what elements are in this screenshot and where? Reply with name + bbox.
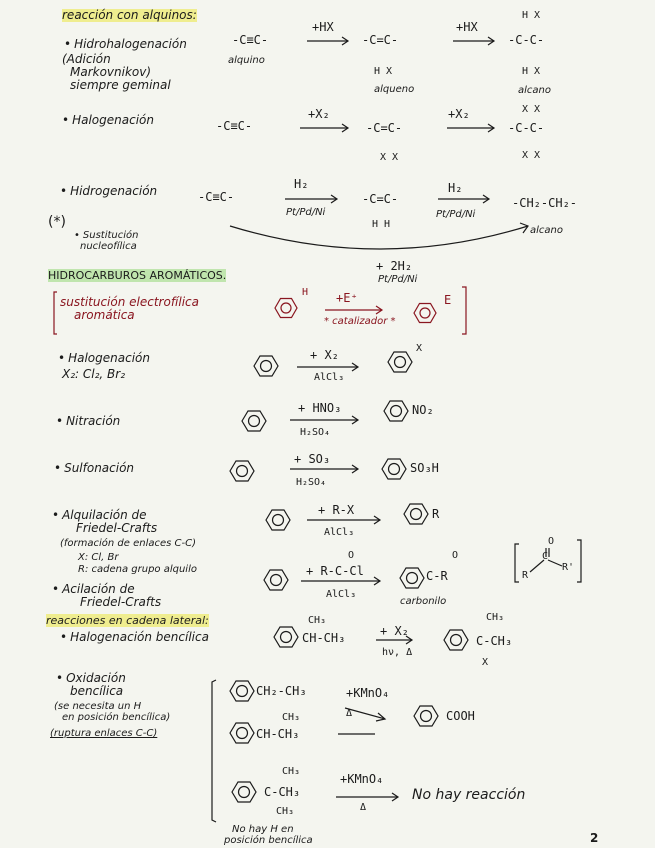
product-acylbenzene: C-R [426, 569, 448, 583]
oxidation-note-1: (se necesita un H [54, 701, 142, 712]
condition-heat-2: Δ [360, 802, 367, 813]
formula-alkene: -C=C- [362, 33, 399, 47]
label-hydrogenation: • Hidrogenación [60, 185, 157, 198]
ar-halogens: X₂: Cl₂, Br₂ [62, 367, 126, 381]
ketone-c: C [542, 551, 549, 562]
label-acylation-2: Friedel-Crafts [80, 595, 162, 609]
substrate-3-bottom: CH₃ [276, 806, 295, 817]
alkylation-x: X: Cl, Br [78, 552, 119, 563]
product-halobenzene: X [416, 343, 423, 354]
alkylation-note: (formación de enlaces C-C) [60, 538, 197, 549]
reagent-ar-x2: + X₂ [310, 348, 339, 362]
electrophilic-label-1: sustitución electrofílica [60, 295, 200, 309]
oxidation-bracket [212, 680, 216, 822]
name-alkane-2: alcano [530, 225, 563, 236]
note-markovnikov: Markovnikov) [70, 65, 152, 79]
substrate-isopropyl: CH-CH₃ [256, 727, 300, 741]
formula-alkyne-2: -C≡C- [216, 119, 253, 133]
footnote-2: posición bencílica [224, 835, 313, 846]
alkane-bottom-substituents: H X [522, 66, 541, 77]
product-ketone-o: O [452, 550, 459, 561]
box-product-e: E [444, 293, 452, 307]
name-alkane: alcano [518, 85, 551, 96]
label-sulfonation: • Sulfonación [54, 462, 134, 475]
reagent-hx-2: +HX [456, 20, 478, 34]
catalyst-alcl3-3: AlCl₃ [326, 589, 357, 600]
box-electrophile: +E⁺ [336, 291, 358, 305]
label-benzylic-halogenation: • Halogenación bencílica [60, 631, 209, 644]
ketone-r1: R [522, 570, 529, 581]
product-sulfonic-acid: SO₃H [410, 461, 439, 475]
section-title-aromatic: HIDROCARBUROS AROMÁTICOS. [48, 269, 227, 282]
reagent-kmno4: +KMnO₄ [346, 686, 390, 700]
formula-alkane: -C-C- [508, 33, 545, 47]
label-halogenation: • Halogenación [62, 114, 154, 127]
reagent-h2-2: H₂ [448, 181, 463, 195]
no-reaction: No hay reacción [412, 787, 526, 803]
label-alkylation-2: Friedel-Crafts [76, 521, 158, 535]
formula-dihaloalkene: -C=C- [366, 121, 403, 135]
reagent-x2-benzylic: + X₂ [380, 624, 409, 638]
label-acylation-1: • Acilación de [52, 583, 135, 596]
label-oxidation-2: bencílica [70, 684, 124, 698]
formula-tetrahaloalkane: -C-C- [508, 121, 545, 135]
section-title-alkynes: reacción con alquinos: [62, 8, 197, 22]
product-alkylbenzene: R [432, 507, 440, 521]
dihaloalkene-substituents: X X [380, 152, 399, 163]
reagent-hx-1: +HX [312, 20, 334, 34]
ketone-r2: R' [562, 562, 575, 573]
start-ch3: CH₃ [308, 615, 327, 626]
reagent-x2-1: +X₂ [308, 107, 330, 121]
section-title-side-chain: reacciones en cadena lateral: [46, 614, 209, 627]
reagent-h2-1: H₂ [294, 177, 309, 191]
product-benzylic-halide: C-CH₃ [476, 634, 513, 648]
reagent-acyl-o: O [348, 550, 355, 561]
label-nucleophilic-2: nucleofílica [80, 241, 137, 252]
label-alkylation-1: • Alquilación de [52, 509, 147, 522]
page-number: 2 [590, 831, 599, 845]
box-catalyst: * catalizador * [324, 316, 396, 327]
alkylation-r: R: cadena grupo alquilo [78, 564, 197, 575]
product-nitrobenzene: NO₂ [412, 403, 434, 417]
label-ar-halogenation: • Halogenación [58, 352, 150, 365]
label-oxidation-1: • Oxidación [56, 672, 126, 685]
footnote-1: No hay H en [232, 824, 294, 835]
alkane-top-substituents: H X [522, 10, 541, 21]
oxidation-note-2: en posición bencílica) [62, 712, 171, 723]
label-nitration: • Nitración [56, 415, 120, 428]
name-alkyne: alquino [228, 55, 265, 66]
substrate-tert-butyl: C-CH₃ [264, 785, 301, 799]
reagent-rx: + R-X [318, 503, 355, 517]
name-alkene: alqueno [374, 84, 415, 95]
catalyst-2: Pt/Pd/Ni [436, 209, 476, 220]
substrate-3-top: CH₃ [282, 766, 301, 777]
reagent-hno3: + HNO₃ [298, 401, 342, 415]
condition-hv: hν, Δ [382, 647, 413, 658]
alkene-substituents: H X [374, 66, 393, 77]
reagent-kmno4-2: +KMnO₄ [340, 772, 384, 786]
formula-ethane: -CH₂-CH₂- [512, 196, 578, 210]
oxidation-note-3: (ruptura enlaces C-C) [50, 728, 158, 739]
substrate-ethyl: CH₂-CH₃ [256, 684, 307, 698]
catalyst-1: Pt/Pd/Ni [286, 207, 326, 218]
formula-alkene-h: -C=C- [362, 192, 399, 206]
note-geminal: siempre geminal [70, 78, 171, 92]
reagent-so3: + SO₃ [294, 452, 331, 466]
ketone-o: O [548, 536, 555, 547]
name-carbonyl: carbonilo [400, 596, 447, 607]
start-isopropyl: CH-CH₃ [302, 631, 346, 645]
catalyst-alcl3-1: AlCl₃ [314, 372, 345, 383]
formula-alkyne-3: -C≡C- [198, 190, 235, 204]
label-nucleophilic-1: • Sustitución [74, 229, 139, 242]
catalyst-direct: Pt/Pd/Ni [378, 274, 418, 285]
product-benzoic-acid: COOH [446, 709, 475, 723]
condition-heat: Δ [346, 708, 353, 719]
catalyst-h2so4-2: H₂SO₄ [296, 477, 327, 488]
tetrahalo-top: X X [522, 104, 541, 115]
label-hydrohalogenation: • Hidrohalogenación [64, 38, 187, 51]
asterisk-mark: (*) [48, 214, 66, 230]
box-hydrogen: H [302, 287, 309, 298]
catalyst-alcl3-2: AlCl₃ [324, 527, 355, 538]
reagent-2h2: + 2H₂ [376, 259, 413, 273]
catalyst-h2so4-1: H₂SO₄ [300, 427, 331, 438]
tetrahalo-bottom: X X [522, 150, 541, 161]
electrophilic-label-2: aromática [74, 308, 135, 322]
substrate-2-ch3: CH₃ [282, 712, 301, 723]
product-x: X [482, 657, 489, 668]
reagent-x2-2: +X₂ [448, 107, 470, 121]
formula-alkyne: -C≡C- [232, 33, 269, 47]
reagent-acyl-chloride: + R-C-Cl [306, 564, 364, 578]
note-addition: (Adición [62, 52, 111, 66]
product-ch3: CH₃ [486, 612, 505, 623]
alkene-h-substituents: H H [372, 219, 391, 230]
